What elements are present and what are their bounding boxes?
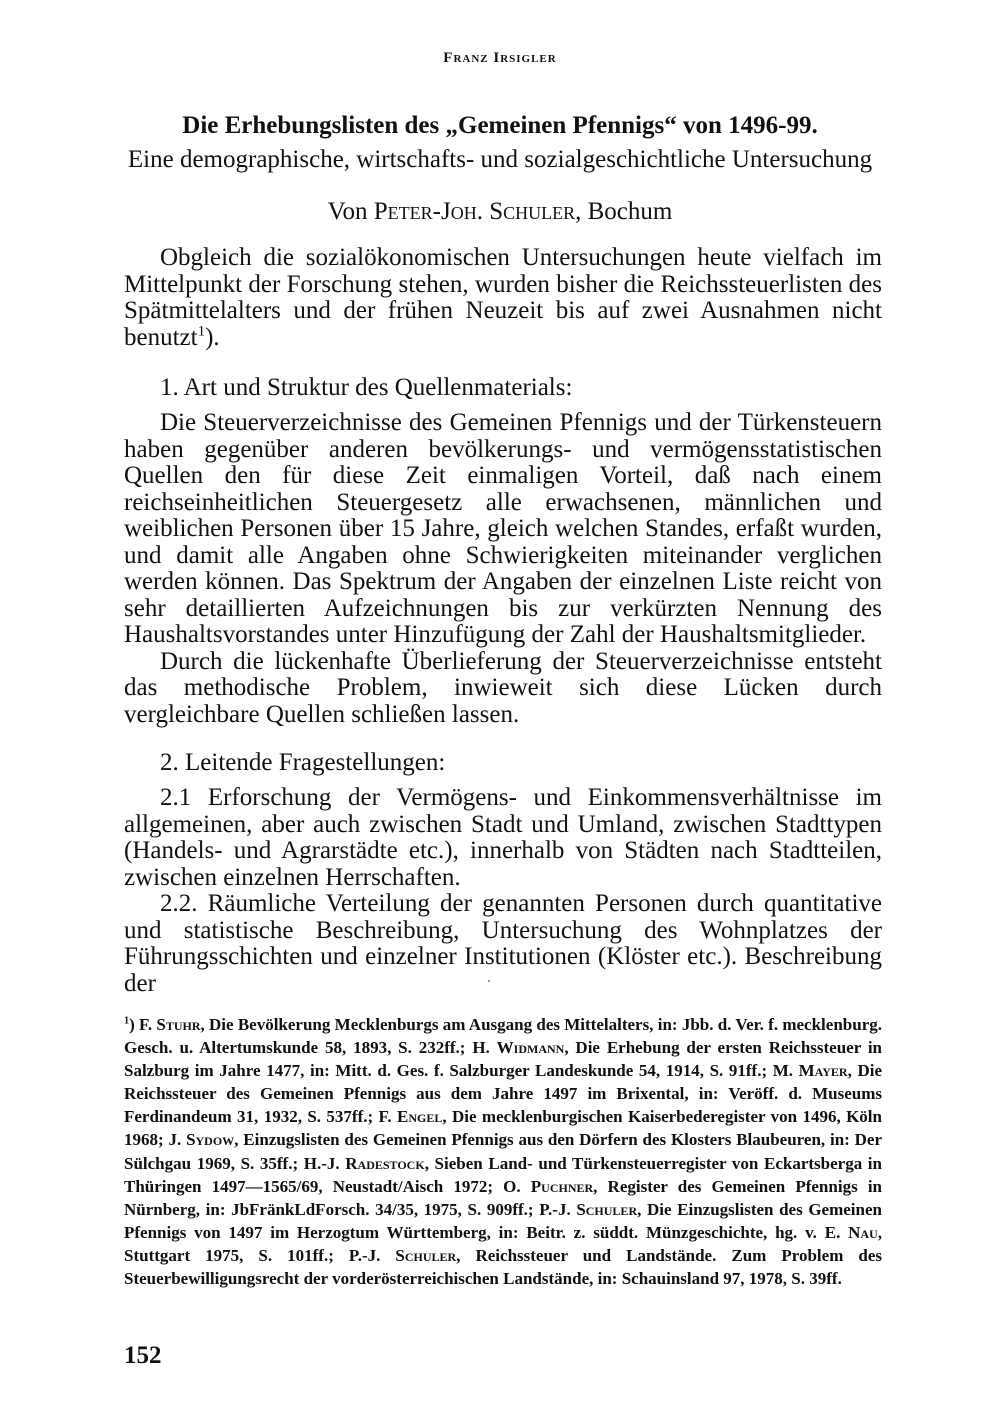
footnote-author: Radestock bbox=[345, 1153, 425, 1173]
footnote-author: Widmann bbox=[496, 1038, 565, 1058]
footnote-text: , Die Reichssteuer des Gemeinen Pfennigs aus dem Jahre 1497 im Brixental, in: Veröff. d. Museums Ferdinandeum 31, 1932, S. 537ff.; F. bbox=[124, 1061, 882, 1127]
footnote-marker: 1 bbox=[124, 1015, 130, 1027]
intro-text: Obgleich die sozialökonomischen Untersuchungen heute vielfach im Mittelpunkt der Forschung stehen, wurden bisher die Reichssteuerlisten des Spätmittelalters und der frühen Neuzeit bis auf zwei Ausnahmen nicht benutzt bbox=[124, 244, 882, 351]
footnote-text: , Stuttgart 1975, S. 101ff.; P.-J. bbox=[124, 1222, 882, 1265]
footnote-1 bbox=[124, 1013, 882, 1290]
byline-prefix: Von bbox=[327, 198, 368, 225]
footnote-text: ) F. bbox=[129, 1015, 157, 1034]
footnote-author: Puchner bbox=[530, 1176, 594, 1196]
author-byline bbox=[0, 198, 1000, 226]
footnote-text: , Reichssteuer und Landstände. Zum Problem des Steuerbewilligungsrecht der vorderösterreichischen Landstände, in: Schauinsland 97, 1978, S. 39ff. bbox=[124, 1245, 882, 1289]
section-1-paragraph-2: Durch die lückenhafte Überlieferung der Steuerverzeichnisse entsteht das methodische Problem, inwieweit sich diese Lücken durch vergleichbare Quellen schließen lassen. bbox=[124, 647, 882, 728]
footnote-text: , Einzugslisten des Gemeinen Pfennigs aus den Dörfern des Klosters Blaubeuren, in: Der Sülchgau 1969, S. 35ff.; H.-J. bbox=[124, 1130, 882, 1173]
article-subtitle: Eine demographische, wirtschafts- und sozialgeschichtliche Untersuchung bbox=[127, 146, 873, 173]
author-name: Peter-Joh. Schuler bbox=[373, 198, 576, 225]
section-1-heading: 1. Art und Struktur des Quellenmaterials: bbox=[160, 374, 573, 401]
article-title: Die Erhebungslisten des „Gemeinen Pfennigs“ von 1496-99. bbox=[182, 112, 818, 139]
section-1-paragraph-1: Die Steuerverzeichnisse des Gemeinen Pfennigs und der Türkensteuern haben gegenüber anderen bevölkerungs- und vermögensstatistischen Quellen den für diese Zeit einmaligen Vorteil, daß nach einem reichseinheitlichen Steuergesetz alle erwachsenen, männlichen und weiblichen Personen über 15 Jahre, gleich welchen Standes, erfaßt wurden, und damit alle Angaben ohne Schwierigkeiten miteinander verglichen werden können. Das Spektrum der Angaben der einzelnen Liste reicht von sehr detaillierten Aufzeichnungen bis zur verkürzten Nennung des Haushaltsvorstandes unter Hinzufügung der Zahl der Haushaltsmitglieder. bbox=[124, 409, 882, 648]
section-2-body bbox=[124, 785, 882, 997]
section-2-paragraph-1: 2.1 Erforschung der Vermögens- und Einkommensverhältnisse im allgemeinen, aber auch zwischen Stadt und Umland, zwischen Stadttypen (Handels- und Agrarstädte etc.), innerhalb von Städten nach Stadtteilen, zwischen einzelnen Herrschaften. bbox=[124, 784, 882, 891]
scan-speck bbox=[488, 980, 490, 982]
section-1-body bbox=[124, 410, 882, 728]
footnote-author: Stuhr bbox=[156, 1015, 201, 1034]
footnote-author: Schuler bbox=[576, 1199, 638, 1219]
footnote-author: Schuler bbox=[395, 1245, 457, 1265]
footnote-text: , Register des Gemeinen Pfennigs in Nürnberg, in: JbFränkLdForsch. 34/35, 1975, S. 909ff.; P.-J. bbox=[124, 1176, 882, 1219]
intro-end: ). bbox=[205, 323, 220, 351]
footnote-text: , Die Erhebung der ersten Reichssteuer in Salzburg im Jahre 1477, in: Mitt. d. Ges. f. Salzburger Landeskunde 54, 1914, S. 91ff.; M. bbox=[124, 1038, 882, 1081]
footnote-author: Mayer bbox=[798, 1061, 848, 1081]
author-location: , Bochum bbox=[575, 198, 673, 225]
section-2-heading: 2. Leitende Fragestellungen: bbox=[160, 749, 446, 776]
footnote-text: , Die Einzugslisten des Gemeinen Pfennigs von 1497 im Herzogtum Württemberg, in: Beitr. z. süddt. Münzgeschichte, hg. v. E. bbox=[124, 1199, 882, 1242]
intro-paragraph bbox=[124, 245, 882, 351]
footnote-reference[interactable]: 1 bbox=[197, 323, 206, 340]
section-2-paragraph-2: 2.2. Räumliche Verteilung der genannten Personen durch quantitative und statistische Beschreibung, Untersuchung des Wohnplatzes der Führungsschichten und einzelner Institutionen (Klöster etc.). Beschreibung der bbox=[124, 890, 882, 997]
running-head: Franz Irsigler bbox=[443, 50, 557, 66]
footnote-text: , Sieben Land- und Türkensteuerregister von Eckartsberga in Thüringen 1497—1565/69, Neustadt/Aisch 1972; O. bbox=[124, 1153, 882, 1196]
footnote-author: Nau bbox=[848, 1222, 878, 1242]
footnote-author: Sydow bbox=[186, 1130, 235, 1150]
footnote-author: Engel bbox=[396, 1107, 443, 1127]
footnote-text: , Die Bevölkerung Mecklenburgs am Ausgang des Mittelalters, in: Jbb. d. Ver. f. mecklenburg. Gesch. u. Altertumskunde 58, 1893, S. 232ff.; H. bbox=[124, 1015, 882, 1058]
page-number: 152 bbox=[124, 1342, 162, 1369]
footnote-text: , Die mecklenburgischen Kaiserbederegister von 1496, Köln 1968; J. bbox=[124, 1107, 882, 1150]
